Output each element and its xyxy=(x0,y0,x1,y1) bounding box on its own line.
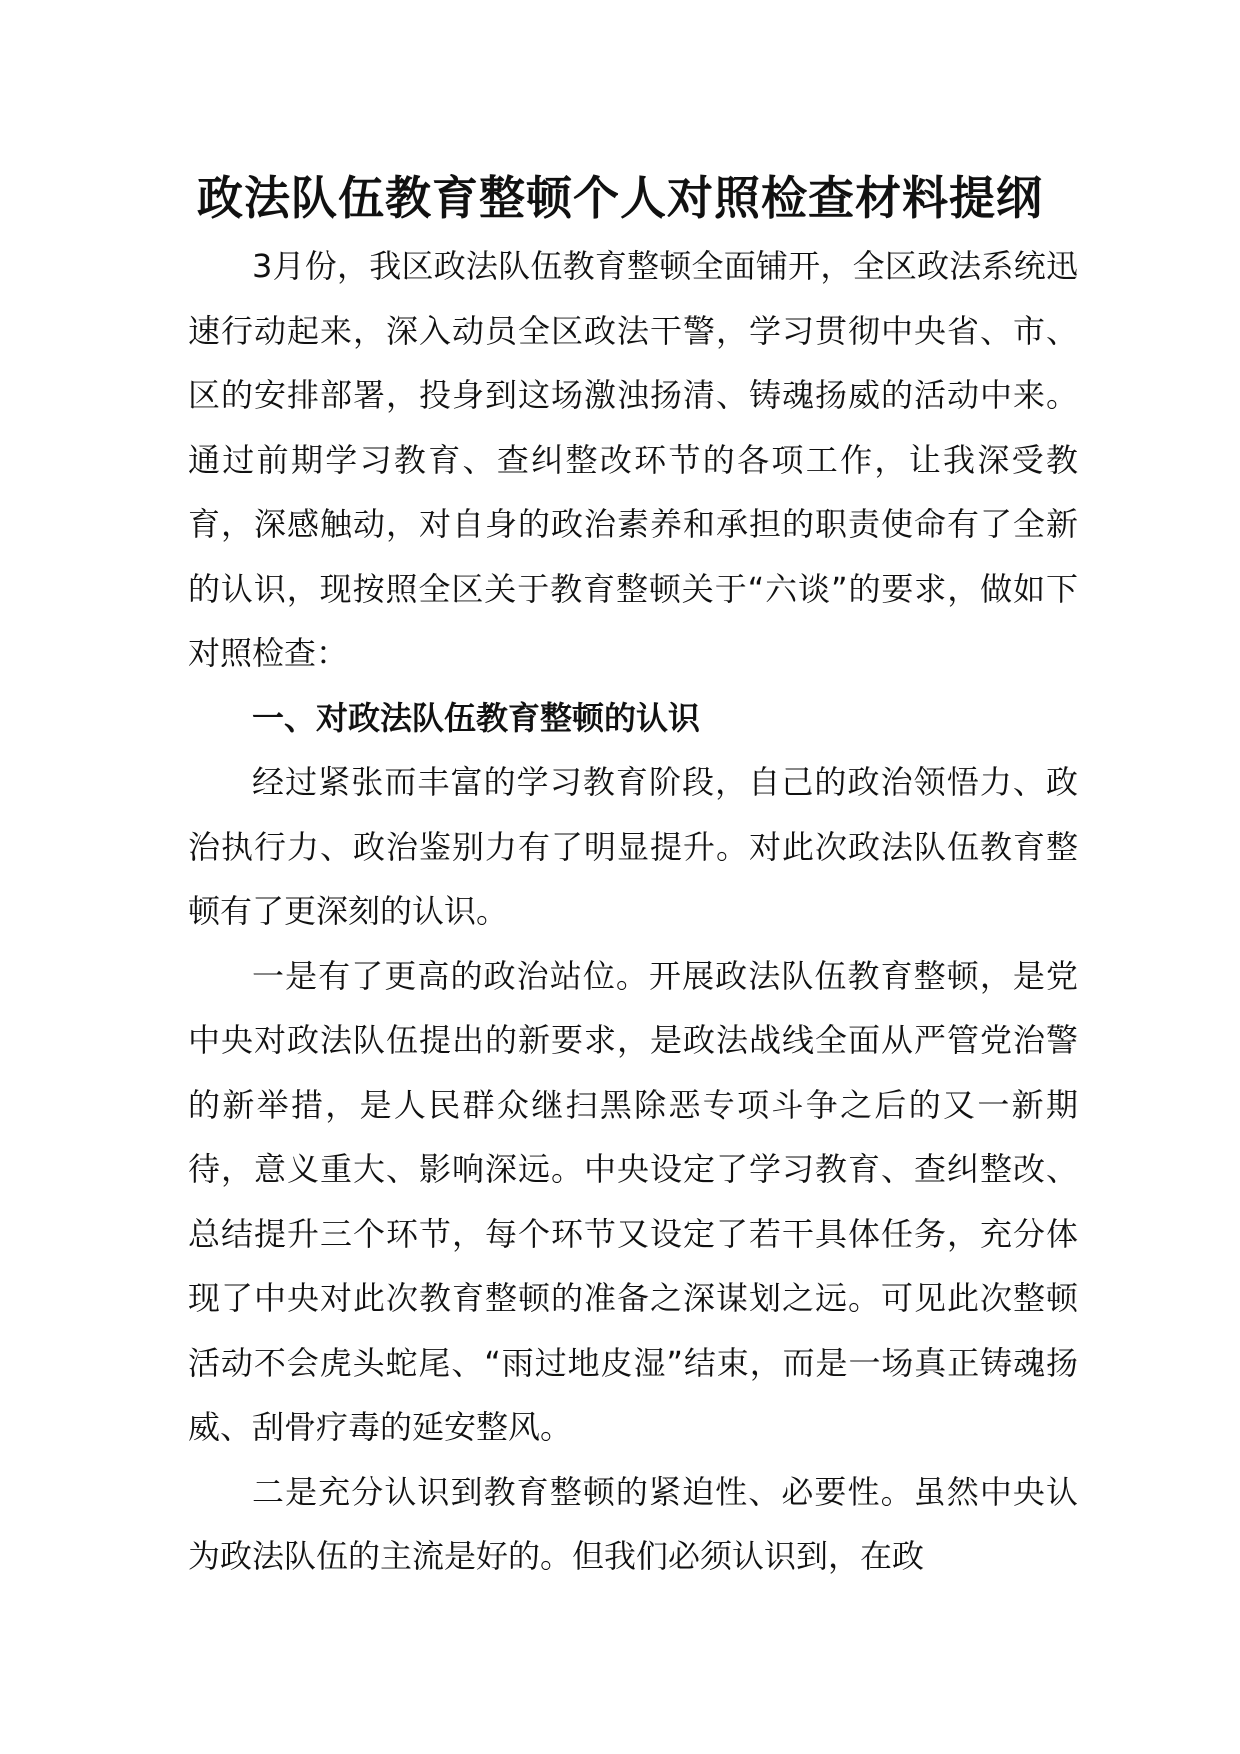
body-paragraph: 经过紧张而丰富的学习教育阶段，自己的政治领悟力、政治执行力、政治鉴别力有了明显提升。对此次政法队伍教育整顿有了更深刻的认识。 xyxy=(188,763,1078,930)
document-title: 政法队伍教育整顿个人对照检查材料提纲 xyxy=(197,171,1043,225)
document-body xyxy=(188,234,1078,1589)
body-paragraph: 二是充分认识到教育整顿的紧迫性、必要性。虽然中央认为政法队伍的主流是好的。但我们必须认识到，在政 xyxy=(188,1472,1078,1575)
section-heading: 一、对政法队伍教育整顿的认识 xyxy=(252,698,701,737)
body-paragraph: 一是有了更高的政治站位。开展政法队伍教育整顿，是党中央对政法队伍提出的新要求，是政法战线全面从严管党治警的新举措，是人民群众继扫黑除恶专项斗争之后的又一新期待，意义重大、影响深远。中央设定了学习教育、查纠整改、总结提升三个环节，每个环节又设定了若干具体任务，充分体现了中央对此次教育整顿的准备之深谋划之远。可见此次整顿活动不会虎头蛇尾、“雨过地皮湿”结束，而是一场真正铸魂扬威、刮骨疗毒的延安整风。 xyxy=(188,956,1078,1446)
intro-paragraph: 3月份，我区政法队伍教育整顿全面铺开，全区政法系统迅速行动起来，深入动员全区政法干警，学习贯彻中央省、市、区的安排部署，投身到这场激浊扬清、铸魂扬威的活动中来。通过前期学习教育、查纠整改环节的各项工作，让我深受教育，深感触动，对自身的政治素养和承担的职责使命有了全新的认识，现按照全区关于教育整顿关于“六谈”的要求，做如下对照检查： xyxy=(188,247,1078,672)
